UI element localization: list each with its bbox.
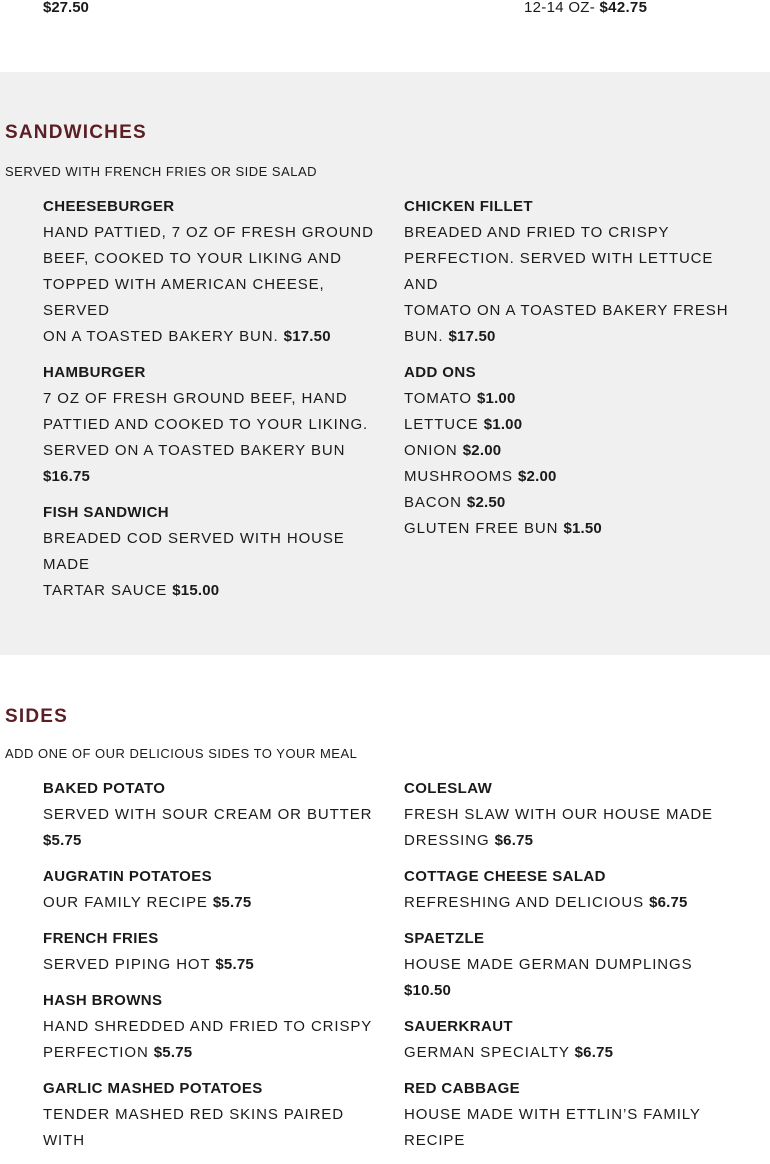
item-desc-line: WITH	[43, 1132, 85, 1149]
item-price: $15.00	[172, 582, 220, 599]
item-name: COTTAGE CHEESE SALAD	[404, 868, 606, 885]
item-desc-text: ON A TOASTED BAKERY BUN.	[43, 328, 279, 345]
item-name: CHEESEBURGER	[43, 198, 175, 215]
item-desc-text: PERFECTION	[43, 1044, 149, 1061]
item-desc-line: HOUSE MADE GERMAN DUMPLINGS	[404, 956, 693, 973]
addon-price: $1.00	[476, 390, 516, 407]
item-desc-line: RECIPE	[404, 1132, 466, 1149]
item-desc-line: HAND SHREDDED AND FRIED TO CRISPY	[43, 1018, 373, 1035]
item-desc-line: MADE	[43, 556, 90, 573]
item-name: FISH SANDWICH	[43, 504, 170, 521]
menu-item-hash-browns	[43, 988, 378, 1066]
addon-label: TOMATO	[404, 390, 472, 407]
menu-item-coleslaw	[404, 776, 759, 854]
item-price: $16.75	[43, 468, 91, 485]
addon-line	[404, 438, 759, 464]
addon-label: BACON	[404, 494, 462, 511]
item-price: $6.75	[574, 1044, 614, 1061]
item-desc-line: AND	[404, 276, 439, 293]
item-price: $5.75	[215, 956, 254, 973]
item-desc-line	[43, 578, 378, 604]
item-price: $5.75	[43, 832, 82, 849]
sandwiches-title: SANDWICHES	[5, 122, 147, 143]
item-desc-line	[43, 324, 378, 350]
item-name: CHICKEN FILLET	[404, 198, 533, 215]
menu-item-cottage-cheese-salad	[404, 864, 759, 916]
addon-label: ONION	[404, 442, 458, 459]
item-price: $6.75	[649, 894, 688, 911]
item-desc-line: PATTIED AND COOKED TO YOUR LIKING.	[43, 416, 369, 433]
item-name: COLESLAW	[404, 780, 493, 797]
item-desc-line	[404, 1040, 759, 1066]
sandwiches-section	[0, 72, 770, 655]
item-desc-line: SERVED ON A TOASTED BAKERY BUN	[43, 442, 346, 459]
sandwiches-right-column	[404, 194, 759, 552]
addon-price: $2.50	[466, 494, 506, 511]
addon-label: LETTUCE	[404, 416, 479, 433]
item-desc-line	[404, 890, 759, 916]
item-desc-line: 7 OZ OF FRESH GROUND BEEF, HAND	[43, 390, 348, 407]
addon-price: $2.00	[462, 442, 502, 459]
item-desc-line	[43, 1040, 378, 1066]
previous-item-size: 12-14 OZ-	[524, 0, 596, 16]
item-price: $6.75	[494, 832, 534, 849]
item-desc-text: REFRESHING AND DELICIOUS	[404, 894, 644, 911]
item-desc-line: SERVED	[43, 302, 110, 319]
menu-item-fish-sandwich	[43, 500, 378, 604]
menu-item-french-fries	[43, 926, 378, 978]
addon-price: $1.00	[483, 416, 523, 433]
item-desc-line: BEEF, COOKED TO YOUR LIKING AND	[43, 250, 342, 267]
item-name: RED CABBAGE	[404, 1080, 521, 1097]
menu-item-cheeseburger	[43, 194, 378, 350]
sandwiches-subtitle: SERVED WITH FRENCH FRIES OR SIDE SALAD	[5, 164, 318, 179]
sides-title: SIDES	[5, 706, 69, 727]
previous-item-size-price	[524, 0, 647, 16]
item-name: SAUERKRAUT	[404, 1018, 513, 1035]
item-price: $5.75	[212, 894, 252, 911]
menu-item-augratin-potatoes	[43, 864, 378, 916]
menu-item-baked-potato	[43, 776, 378, 854]
item-desc-text: OUR FAMILY RECIPE	[43, 894, 208, 911]
addon-line	[404, 386, 759, 412]
item-desc-text: BUN.	[404, 328, 444, 345]
item-desc-line	[404, 324, 759, 350]
addon-label: MUSHROOMS	[404, 468, 513, 485]
menu-item-red-cabbage	[404, 1076, 759, 1154]
item-desc-line: PERFECTION. SERVED WITH LETTUCE	[404, 250, 714, 267]
item-desc-line: BREADED AND FRIED TO CRISPY	[404, 224, 670, 241]
item-name: AUGRATIN POTATOES	[43, 868, 213, 885]
sides-right-column	[404, 776, 759, 1164]
addon-line	[404, 490, 759, 516]
addon-price: $1.50	[563, 520, 602, 537]
item-desc-line: TOMATO ON A TOASTED BAKERY FRESH	[404, 302, 729, 319]
menu-item-chicken-fillet	[404, 194, 759, 350]
item-desc-line	[404, 828, 759, 854]
item-desc-text: SERVED PIPING HOT	[43, 956, 211, 973]
item-name: HASH BROWNS	[43, 992, 163, 1009]
item-desc-line: HOUSE MADE WITH ETTLIN’S FAMILY	[404, 1106, 701, 1123]
menu-item-add-ons	[404, 360, 759, 542]
addon-label: GLUTEN FREE BUN	[404, 520, 559, 537]
item-desc-line: TOPPED WITH AMERICAN CHEESE,	[43, 276, 325, 293]
item-price: $5.75	[153, 1044, 193, 1061]
menu-item-hamburger	[43, 360, 378, 490]
item-desc-text: GERMAN SPECIALTY	[404, 1044, 570, 1061]
item-price: $17.50	[283, 328, 331, 345]
item-desc-text: TARTAR SAUCE	[43, 582, 168, 599]
item-desc-line: HAND PATTIED, 7 OZ OF FRESH GROUND	[43, 224, 374, 241]
previous-item-price-right: $42.75	[599, 0, 648, 16]
previous-item-price: $27.50	[43, 0, 89, 16]
item-desc-line	[43, 890, 378, 916]
addon-line	[404, 464, 759, 490]
item-desc-line: TENDER MASHED RED SKINS PAIRED	[43, 1106, 344, 1123]
sides-subtitle: ADD ONE OF OUR DELICIOUS SIDES TO YOUR MEAL	[5, 746, 358, 761]
menu-item-sauerkraut	[404, 1014, 759, 1066]
sides-left-column	[43, 776, 378, 1164]
item-name: ADD ONS	[404, 364, 476, 381]
item-name: SPAETZLE	[404, 930, 485, 947]
item-name: HAMBURGER	[43, 364, 146, 381]
item-name: BAKED POTATO	[43, 780, 166, 797]
item-desc-line: SERVED WITH SOUR CREAM OR BUTTER	[43, 806, 373, 823]
addon-price: $2.00	[518, 468, 557, 485]
item-price: $17.50	[448, 328, 496, 345]
addon-line	[404, 412, 759, 438]
item-name: FRENCH FRIES	[43, 930, 159, 947]
item-desc-line: BREADED COD SERVED WITH HOUSE	[43, 530, 345, 547]
menu-item-garlic-mashed-potatoes	[43, 1076, 378, 1154]
item-price: $10.50	[404, 982, 452, 999]
item-name: GARLIC MASHED POTATOES	[43, 1080, 263, 1097]
sandwiches-left-column	[43, 194, 378, 614]
item-desc-text: DRESSING	[404, 832, 490, 849]
addon-line	[404, 516, 759, 542]
item-desc-line: FRESH SLAW WITH OUR HOUSE MADE	[404, 806, 713, 823]
menu-item-spaetzle	[404, 926, 759, 1004]
item-desc-line	[43, 952, 378, 978]
